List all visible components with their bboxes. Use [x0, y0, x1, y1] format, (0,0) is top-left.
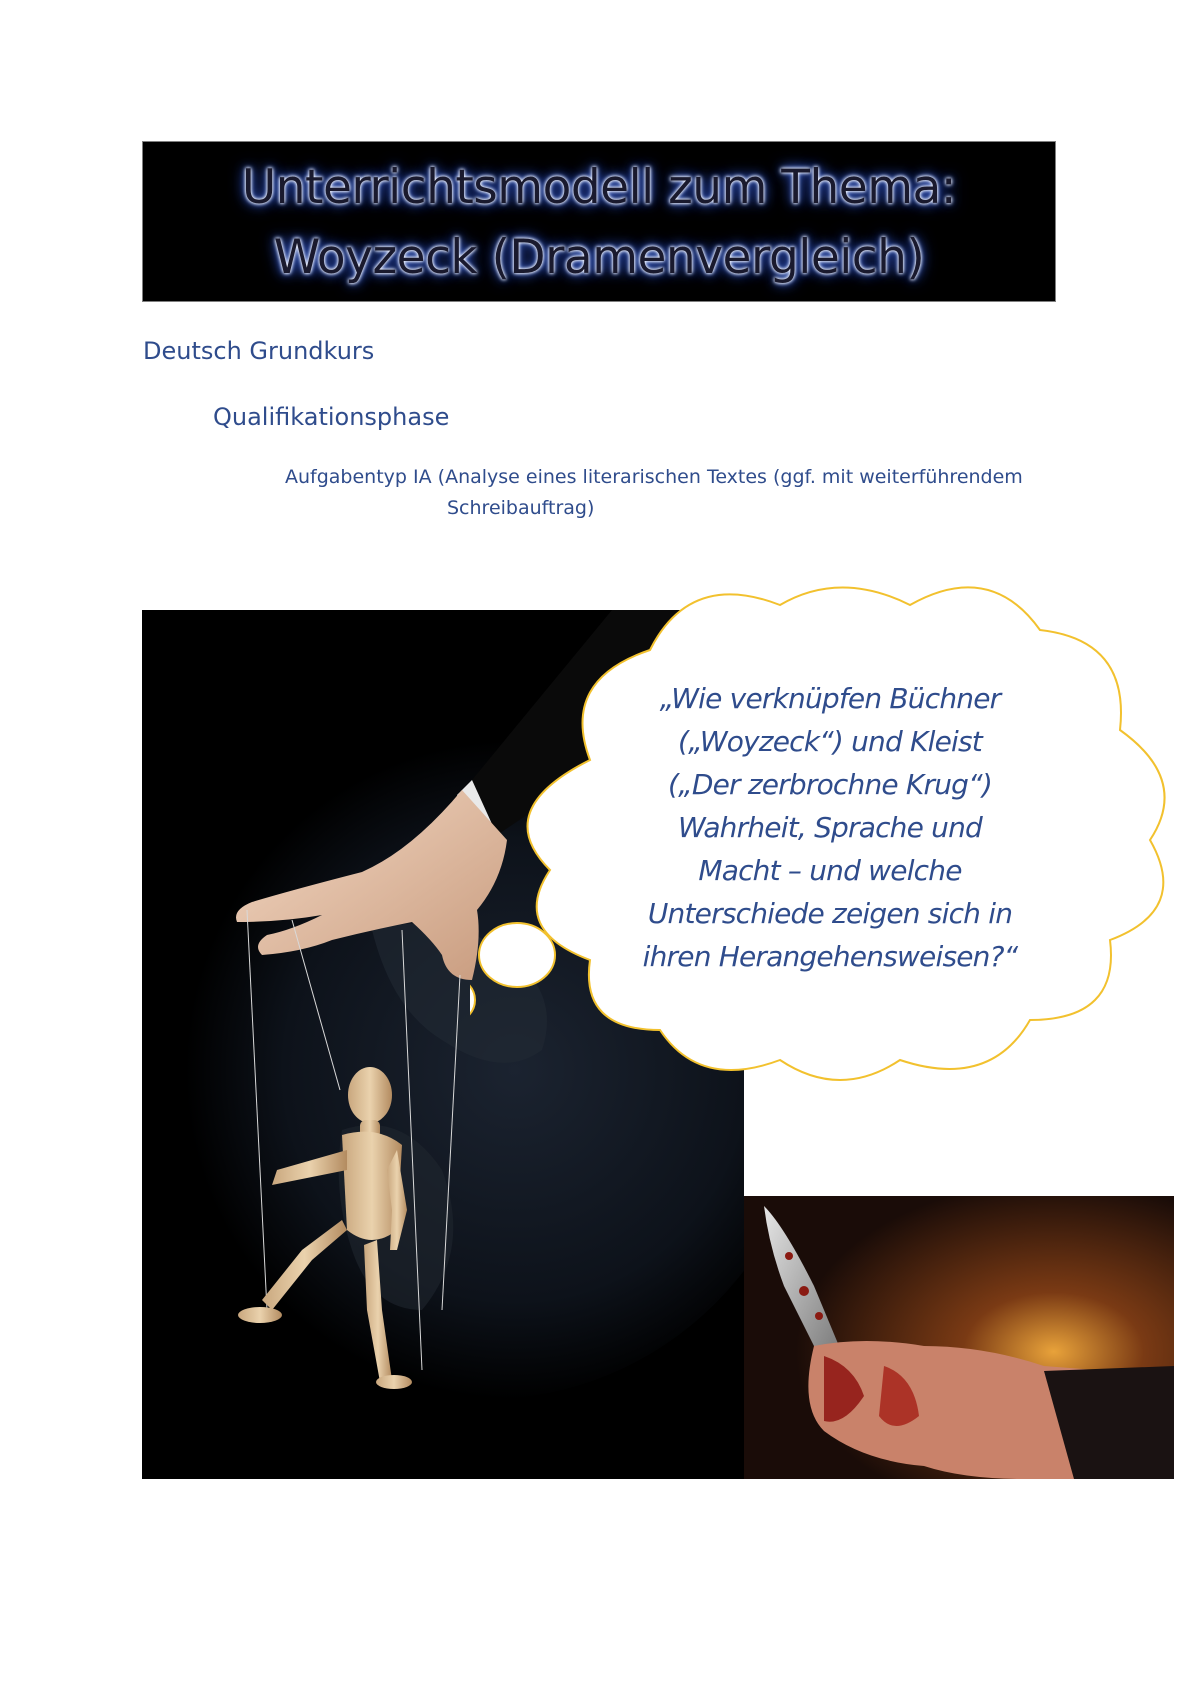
- quote-line: Wahrheit, Sprache und: [677, 811, 983, 844]
- quote-line: („Woyzeck“) und Kleist: [678, 725, 982, 758]
- task-type-line-1: Aufgabentyp IA (Analyse eines literarischen Textes (ggf. mit weiterführendem: [285, 466, 1023, 488]
- title-line-1: Unterrichtsmodell zum Thema:: [241, 160, 957, 215]
- quote-line: Unterschiede zeigen sich in: [647, 897, 1013, 930]
- course-label: Deutsch Grundkurs: [143, 337, 375, 365]
- phase-label: Qualifikationsphase: [213, 403, 450, 431]
- quote-line: ihren Herangehensweisen?“: [642, 940, 1018, 973]
- knife-image: [744, 1196, 1174, 1479]
- thought-bubble-text: [610, 677, 1050, 978]
- quote-line: („Der zerbrochne Krug“): [668, 768, 992, 801]
- quote-line: „Wie verknüpfen Büchner: [659, 682, 1001, 715]
- quote-line: Macht – und welche: [698, 854, 962, 887]
- task-type-line-2: Schreibauftrag): [447, 497, 595, 519]
- title-line-2: Woyzeck (Dramenvergleich): [273, 230, 925, 285]
- title-banner: [142, 141, 1056, 302]
